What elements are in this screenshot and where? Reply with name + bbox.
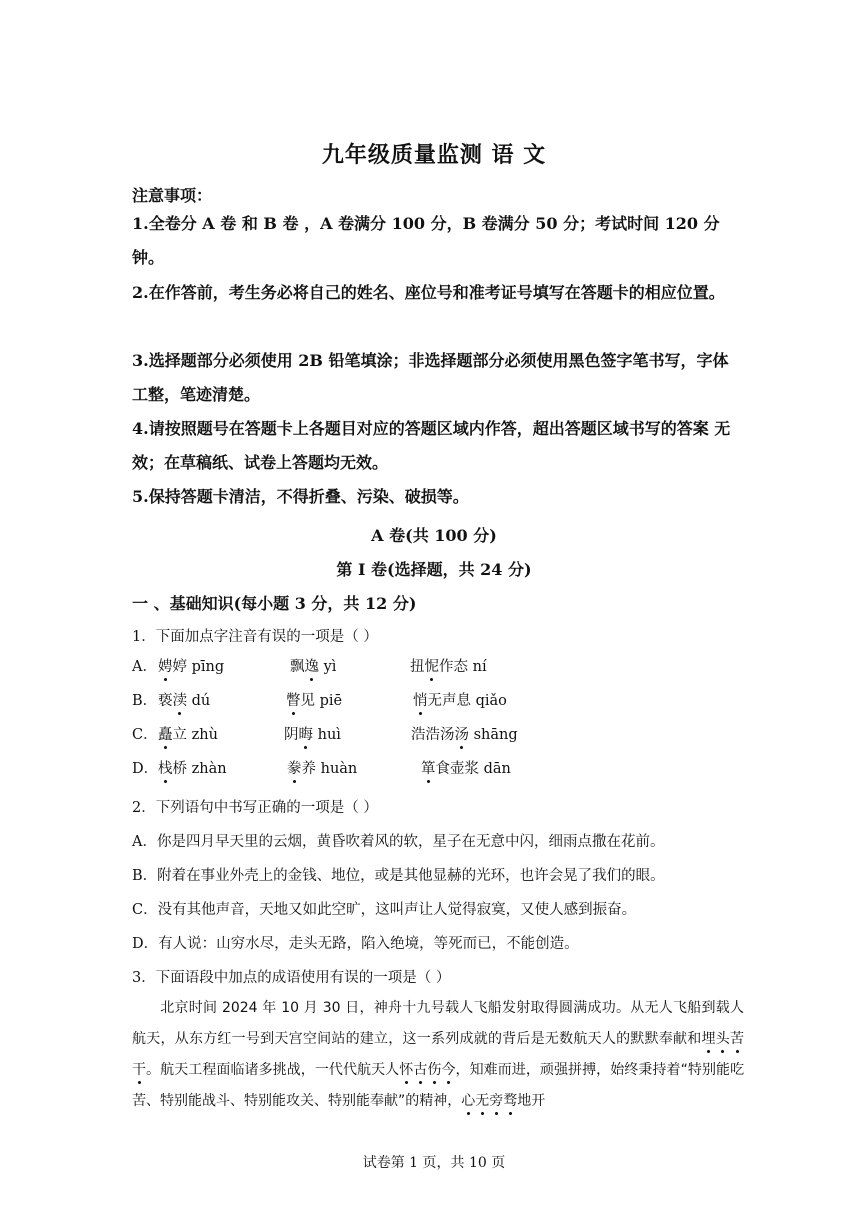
notice-4: 4.请按照题号在答题卡上各题目对应的答题区域内作答，超出答题区域书写的答案 无效；在草稿纸、试卷上答题均无效。 xyxy=(132,419,731,472)
notice-3: 3.选择题部分必须使用 2B 铅笔填涂；非选择题部分必须使用黑色签字笔书写，字体 工整，笔迹清楚。 xyxy=(132,351,729,404)
notice-1: 1.全卷分 A 卷 和 B 卷 ，A 卷满分 100 分，B 卷满分 50 分；考试时间 120 分钟。 xyxy=(132,214,720,267)
dotted-char: 骛 xyxy=(503,1093,518,1109)
dotted-char: 怀 xyxy=(399,1062,414,1078)
q1-option-item: 箪食壶浆 dān xyxy=(421,761,511,777)
q1-option-item: 浩浩汤汤 shāng xyxy=(411,727,518,743)
dotted-char: 旁 xyxy=(489,1093,504,1109)
q2-option-a: A．你是四月早天里的云烟，黄昏吹着风的软，星子在无意中闪，细雨点撒在花前。 xyxy=(132,834,665,850)
dotted-char: 伤 xyxy=(427,1062,442,1078)
page-footer: 试卷第 1 页，共 10 页 xyxy=(362,1155,506,1171)
dotted-char: 怩 xyxy=(424,659,439,675)
q2-option-d: D．有人说：山穷水尽，走头无路，陷入绝境，等死而已，不能创造。 xyxy=(132,936,579,952)
volume-a-heading: A 卷(共 100 分) xyxy=(371,526,497,545)
q1-option-letter: C． xyxy=(132,727,158,743)
q1-option-item: 娉婷 pīng xyxy=(158,659,225,675)
q1-option-item: 亵渎 dú xyxy=(158,693,211,709)
dotted-char: 娉 xyxy=(158,659,173,675)
q3-stem: 3．下面语段中加点的成语使用有误的一项是（ ） xyxy=(132,970,451,986)
q1-option-letter: D． xyxy=(132,761,159,777)
dotted-char: 悄 xyxy=(413,693,428,709)
q1-option-item: 扭怩作态 ní xyxy=(410,659,487,675)
q1-option-item: 阴晦 huì xyxy=(284,727,341,743)
dotted-char: 豢 xyxy=(287,761,302,777)
q1-option-item: 矗立 zhù xyxy=(158,727,218,743)
section-1-heading: 一 、基础知识(每小题 3 分，共 12 分) xyxy=(132,594,417,613)
dotted-char: 苦 xyxy=(730,1031,745,1047)
dotted-char: 渎 xyxy=(172,693,187,709)
q1-stem: 1．下面加点字注音有误的一项是（ ） xyxy=(132,629,378,645)
dotted-char: 埋 xyxy=(701,1031,716,1047)
part-1-heading: 第 I 卷(选择题，共 24 分) xyxy=(336,560,532,579)
q1-option-item: 飘逸 yì xyxy=(290,659,337,675)
dotted-char: 箪 xyxy=(421,761,436,777)
page-title: 九年级质量监测 语 文 xyxy=(321,142,547,168)
dotted-char: 汤 xyxy=(454,727,469,743)
q2-stem: 2．下列语句中书写正确的一项是（ ） xyxy=(132,800,378,816)
dotted-char: 栈 xyxy=(158,761,173,777)
q1-option-letter: B． xyxy=(132,693,158,709)
notice-2: 2.在作答前，考生务必将自己的姓名、座位号和准考证号填写在答题卡的相应位置。 xyxy=(132,283,725,302)
q2-option-b: B．附着在事业外壳上的金钱、地位，或是其他显赫的光环，也许会晃了我们的眼。 xyxy=(132,868,665,884)
dotted-char: 晦 xyxy=(298,727,313,743)
q1-option-letter: A． xyxy=(132,659,157,675)
q3-passage: 北京时间 2024 年 10 月 30 日，神舟十九号载人飞船发射取得圆满成功。从无人飞船到载人航天，从东方红一号到天宫空间站的建立，这一系列成就的背后是无数航天人的默默奉献和埋头苦干。航天工程面临诸多挑战，一代代航天人怀古伤今，知难而进，顽强拼搏，始终秉持着“特别能吃苦、特别能战斗、特别能攻关、特别能奉献”的精神，心无旁骛地开 xyxy=(132,1000,745,1109)
dotted-char: 头 xyxy=(715,1031,731,1047)
dotted-char: 心 xyxy=(461,1093,476,1109)
notice-heading: 注意事项： xyxy=(132,186,213,205)
dotted-idiom xyxy=(399,1062,455,1078)
dotted-char: 瞥 xyxy=(286,693,301,709)
q2-option-c: C．没有其他声音，天地又如此空旷，这叫声让人觉得寂寞，又使人感到振奋。 xyxy=(132,902,637,918)
dotted-char: 无 xyxy=(475,1093,490,1109)
dotted-char: 古 xyxy=(413,1062,428,1078)
q1-option-item: 豢养 huàn xyxy=(287,761,358,777)
dotted-char: 今 xyxy=(441,1062,456,1078)
q1-option-item: 悄无声息 qiǎo xyxy=(413,693,507,709)
dotted-char: 矗 xyxy=(158,727,173,743)
dotted-char: 干 xyxy=(132,1062,147,1078)
q1-option-item: 栈桥 zhàn xyxy=(158,761,227,777)
dotted-char: 逸 xyxy=(304,659,319,675)
notice-5: 5.保持答题卡清洁，不得折叠、污染、破损等。 xyxy=(132,487,469,506)
q1-option-item: 瞥见 piē xyxy=(286,693,343,709)
dotted-idiom xyxy=(461,1093,517,1109)
